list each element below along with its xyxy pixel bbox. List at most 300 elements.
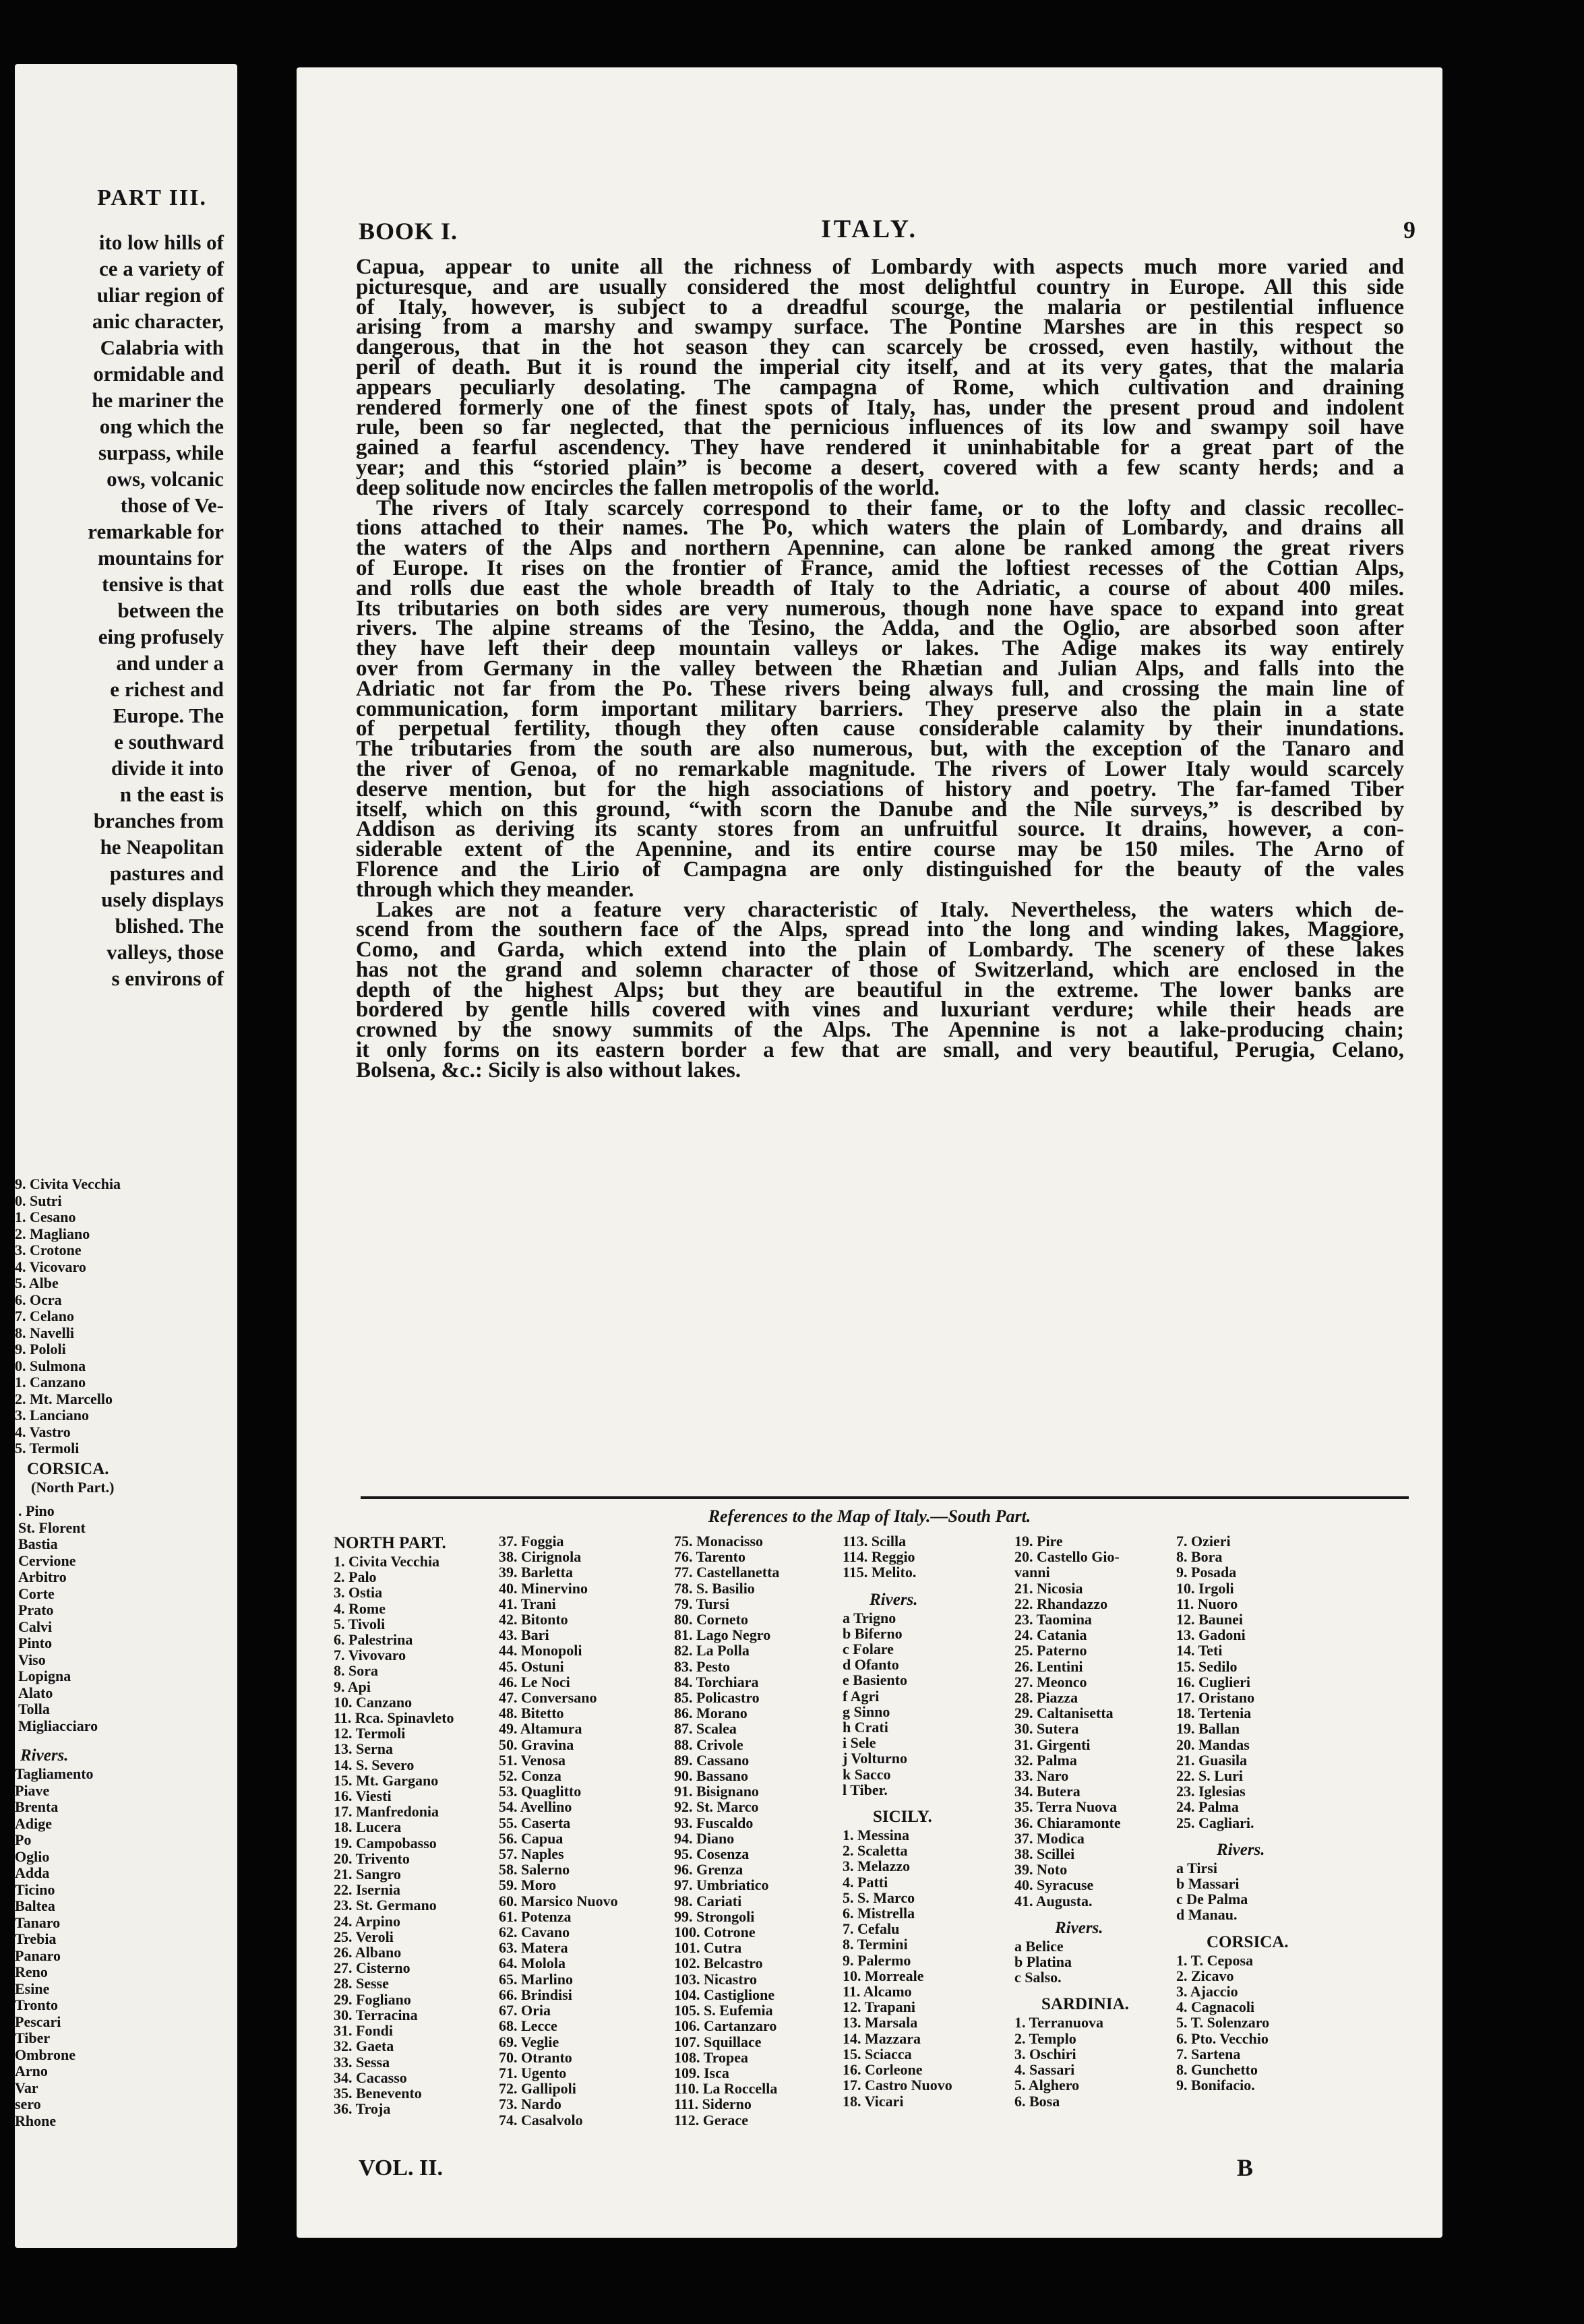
list-item: Tagliamento: [15, 1765, 94, 1782]
reference-item: 46. Le Noci: [499, 1673, 570, 1690]
reference-item: 107. Squillace: [674, 2033, 762, 2050]
references-column-5: [1014, 1533, 1129, 2109]
reference-item: 62. Cavano: [499, 1924, 570, 1941]
sicily-heading: SICILY.: [873, 1808, 932, 1827]
list-item: 3. Crotone: [15, 1242, 82, 1258]
list-item: Tanaro: [15, 1914, 61, 1931]
text-line: pastures and: [109, 861, 224, 885]
reference-item: 12. Termoli: [334, 1725, 406, 1742]
text-line: scend from the southern face of the Alps, spread into the long and winding lakes, Maggiore,: [356, 917, 1404, 942]
reference-item: 8. Sora: [334, 1662, 378, 1680]
reference-item: 21. Guasila: [1176, 1751, 1248, 1769]
reference-item: 6. Palestrina: [334, 1631, 413, 1649]
list-item: 7. Celano: [15, 1308, 74, 1324]
reference-item: 17. Castro Nuovo: [843, 2077, 952, 2094]
reference-item: 33. Naro: [1014, 1767, 1069, 1785]
reference-item: 7. Vivovaro: [334, 1647, 406, 1664]
list-item: Tiber: [15, 2029, 51, 2046]
list-item: Arno: [15, 2062, 48, 2079]
reference-item: 34. Butera: [1014, 1783, 1080, 1800]
reference-item: 7. Cefalu: [843, 1920, 900, 1938]
list-item: . Pino: [18, 1502, 55, 1519]
section-divider: [361, 1496, 1409, 1499]
reference-item: 13. Marsala: [843, 2014, 918, 2031]
reference-item: 7. Ozieri: [1176, 1533, 1231, 1550]
text-line: tensive is that: [102, 572, 224, 596]
reference-item: 96. Grenza: [674, 1861, 743, 1878]
reference-item: 38. Cirignola: [499, 1548, 582, 1566]
list-item: Esine: [15, 1980, 50, 1997]
text-line: arising from a marshy and swampy surface. The Pontine Marshes are in this respect so: [356, 315, 1404, 340]
reference-item: 76. Tarento: [674, 1548, 745, 1566]
reference-item: 113. Scilla: [843, 1533, 907, 1550]
reference-item: 17. Manfredonia: [334, 1803, 439, 1821]
text-line: divide it into: [111, 756, 224, 780]
book-header: BOOK I.: [359, 218, 458, 245]
volume-signature: VOL. II.: [359, 2155, 443, 2180]
reference-item: f Agri: [843, 1687, 880, 1705]
reference-item: vanni: [1014, 1564, 1050, 1581]
reference-item: 5. T. Solenzaro: [1176, 2014, 1270, 2031]
list-item: Pescari: [15, 2013, 61, 2030]
reference-item: 109. Isca: [674, 2064, 729, 2081]
reference-item: 71. Ugento: [499, 2064, 567, 2081]
reference-item: a Tirsi: [1176, 1859, 1217, 1876]
reference-item: 73. Nardo: [499, 2096, 561, 2113]
reference-item: 22. Rhandazzo: [1014, 1595, 1108, 1612]
reference-item: 58. Salerno: [499, 1861, 570, 1878]
reference-item: 1. Messina: [843, 1827, 909, 1844]
reference-item: 27. Meonco: [1014, 1673, 1087, 1690]
reference-item: 55. Caserta: [499, 1814, 571, 1831]
reference-item: 50. Gravina: [499, 1736, 574, 1753]
reference-item: 51. Venosa: [499, 1751, 566, 1769]
reference-item: 69. Veglie: [499, 2033, 559, 2050]
list-item: 0. Sutri: [15, 1192, 62, 1209]
reference-item: d Ofanto: [843, 1656, 899, 1674]
reference-item: 52. Conza: [499, 1767, 561, 1785]
reference-item: 4. Rome: [334, 1599, 386, 1617]
reference-item: 39. Noto: [1014, 1861, 1068, 1878]
text-line: depth of the highest Alps; but they are beautiful in the extreme. The lower banks are: [356, 977, 1404, 1002]
list-item: Po: [15, 1831, 32, 1848]
reference-item: 102. Belcastro: [674, 1955, 763, 1972]
reference-item: i Sele: [843, 1734, 876, 1752]
text-line: usely displays: [101, 888, 224, 911]
reference-item: 11. Rca. Spinavleto: [334, 1709, 454, 1727]
text-line: Florence and the Lirio of Campagna are only distinguished for the beauty of the vales: [356, 857, 1404, 882]
text-line: of Europe. It rises on the frontier of France, amid the loftiest recesses of the Cottian Alps,: [356, 555, 1404, 580]
text-line: peril of death. But it is round the imperial city itself, and at its very gates, that the malaria: [356, 355, 1404, 379]
left-page-reference-list: [15, 1176, 237, 1457]
text-line: Addison as deriving its scanty stores from an unfruitful source. It drains, however, a con-: [356, 817, 1404, 842]
reference-item: 18. Lucera: [334, 1818, 402, 1836]
text-line: surpass, while: [98, 441, 224, 464]
list-item: Tronto: [15, 1996, 58, 2013]
reference-item: 9. Api: [334, 1678, 371, 1695]
reference-item: 18. Vicari: [843, 2092, 904, 2110]
reference-item: 90. Bassano: [674, 1767, 749, 1785]
list-item: 1. Canzano: [15, 1374, 86, 1390]
printer-signature: B: [1237, 2154, 1254, 2181]
reference-item: 30. Terracina: [334, 2006, 418, 2023]
text-line: the waters of the Alps and northern Apennine, can alone be ranked among the great rivers: [356, 536, 1404, 561]
list-item: Ticino: [15, 1880, 55, 1898]
reference-item: 87. Scalea: [674, 1720, 737, 1738]
reference-item: c Folare: [843, 1641, 894, 1658]
reference-item: 8. Bora: [1176, 1548, 1223, 1566]
text-line: ows, volcanic: [106, 467, 224, 491]
reference-item: 11. Nuoro: [1176, 1595, 1238, 1612]
reference-item: 97. Umbriatico: [674, 1876, 769, 1894]
reference-item: 16. Viesti: [334, 1787, 392, 1805]
reference-item: 36. Troja: [334, 2100, 391, 2118]
list-item: 9. Civita Vecchia: [15, 1175, 121, 1192]
reference-item: b Platina: [1014, 1953, 1072, 1971]
list-item: Adda: [15, 1864, 50, 1881]
body-text: [356, 257, 1404, 1081]
text-line: the river of Genoa, of no remarkable magnitude. The rivers of Lower Italy would scarcely: [356, 756, 1404, 781]
reference-item: 60. Marsico Nuovo: [499, 1892, 618, 1909]
reference-item: 2. Templo: [1014, 2029, 1076, 2047]
reference-item: 19. Campobasso: [334, 1834, 437, 1852]
reference-item: 105. S. Eufemia: [674, 2002, 773, 2019]
reference-item: 63. Matera: [499, 1939, 568, 1957]
text-line: crowned by the snowy summits of the Alps. The Apennine is not a lake-producing chain;: [356, 1018, 1404, 1043]
reference-item: 4. Patti: [843, 1873, 888, 1891]
left-page-text: [15, 229, 224, 991]
reference-item: 56. Capua: [499, 1829, 563, 1847]
reference-item: 19. Ballan: [1176, 1720, 1240, 1738]
reference-item: 95. Cosenza: [674, 1845, 750, 1863]
list-item: Adige: [15, 1814, 52, 1832]
reference-item: 65. Marlino: [499, 1970, 573, 1988]
reference-item: 28. Piazza: [1014, 1689, 1078, 1707]
reference-item: 8. Gunchetto: [1176, 2061, 1258, 2079]
left-page-rivers-heading: Rivers.: [20, 1746, 69, 1765]
reference-item: 2. Palo: [334, 1568, 377, 1586]
reference-item: 91. Bisignano: [674, 1783, 759, 1800]
reference-item: 25. Paterno: [1014, 1642, 1087, 1659]
reference-item: 10. Morreale: [843, 1967, 924, 1984]
reference-item: 3. Ostia: [334, 1584, 383, 1601]
reference-item: 4. Sassari: [1014, 2061, 1075, 2079]
reference-item: 28. Sesse: [334, 1975, 389, 1992]
reference-item: 40. Minervino: [499, 1579, 588, 1597]
sardinia-heading: SARDINIA.: [1041, 1995, 1129, 2014]
reference-item: 20. Trivento: [334, 1849, 410, 1867]
text-line: between the: [117, 599, 224, 622]
reference-item: c De Palma: [1176, 1891, 1248, 1908]
list-item: Brenta: [15, 1798, 59, 1815]
list-item: Arbitro: [18, 1568, 67, 1585]
text-line: itself, which on this ground, “with scorn the Danube and the Nile surveys,” is described by: [356, 797, 1404, 822]
reference-item: 9. Bonifacio.: [1176, 2077, 1255, 2094]
reference-item: 6. Mistrella: [843, 1905, 915, 1922]
rivers-heading: Rivers.: [1055, 1918, 1103, 1937]
text-line: rivers. The alpine streams of the Tesino, the Adda, and the Oglio, are absorbed soon after: [356, 616, 1404, 641]
reference-item: 41. Augusta.: [1014, 1892, 1093, 1909]
reference-item: 13. Gadoni: [1176, 1626, 1246, 1644]
list-item: 2. Magliano: [15, 1225, 90, 1242]
reference-item: 81. Lago Negro: [674, 1626, 771, 1644]
reference-item: 68. Lecce: [499, 2017, 557, 2035]
text-line: he mariner the: [92, 388, 224, 412]
reference-item: 6. Bosa: [1014, 2092, 1060, 2110]
list-item: Viso: [18, 1651, 46, 1668]
reference-item: 3. Melazzo: [843, 1858, 911, 1875]
reference-item: 66. Brindisi: [499, 1986, 572, 2003]
list-item: Oglio: [15, 1847, 50, 1865]
reference-item: 23. St. Germano: [334, 1897, 437, 1914]
reference-item: b Biferno: [843, 1624, 903, 1642]
text-line: ito low hills of: [98, 231, 224, 254]
reference-item: 94. Diano: [674, 1829, 735, 1847]
text-line: bordered by gentle hills covered with vines and luxuriant verdure; while their heads are: [356, 998, 1404, 1022]
reference-item: 108. Tropea: [674, 2048, 749, 2066]
text-line: year; and this “storied plain” is become a desert, covered with a few scanty herds; and a: [356, 455, 1404, 480]
reference-item: 33. Sessa: [334, 2053, 390, 2071]
reference-item: 22. S. Luri: [1176, 1767, 1244, 1785]
reference-item: 98. Cariati: [674, 1892, 742, 1909]
reference-item: 26. Lentini: [1014, 1657, 1083, 1675]
reference-item: 14. Teti: [1176, 1642, 1223, 1659]
reference-item: 67. Oria: [499, 2002, 551, 2019]
text-line: of perpetual fertility, though they often cause considerable calamity by their inundations.: [356, 716, 1404, 741]
reference-item: 47. Conversano: [499, 1689, 597, 1707]
reference-item: 57. Naples: [499, 1845, 564, 1863]
reference-item: 82. La Polla: [674, 1642, 750, 1659]
list-item: 6. Ocra: [15, 1291, 62, 1308]
reference-item: 37. Modica: [1014, 1829, 1085, 1847]
reference-item: g Sinno: [843, 1703, 890, 1720]
list-item: Alato: [18, 1684, 53, 1701]
reference-item: 111. Siderno: [674, 2096, 752, 2113]
reference-item: 78. S. Basilio: [674, 1579, 755, 1597]
reference-item: 70. Otranto: [499, 2048, 572, 2066]
reference-item: 45. Ostuni: [499, 1657, 564, 1675]
reference-item: 29. Fogliano: [334, 1990, 411, 2008]
list-item: 4. Vastro: [15, 1423, 71, 1440]
reference-item: e Basiento: [843, 1672, 907, 1689]
list-item: Var: [15, 2079, 38, 2096]
list-item: Bastia: [18, 1535, 58, 1552]
text-line: Adriatic not far from the Po. These rivers being always full, and crossing the main line of: [356, 676, 1404, 701]
reference-item: 12. Trapani: [843, 1998, 915, 2016]
list-item: Corte: [18, 1585, 55, 1602]
reference-item: 21. Sangro: [334, 1866, 401, 1883]
text-line: e richest and: [110, 677, 224, 701]
reference-item: 27. Cisterno: [334, 1959, 410, 1977]
reference-item: 1. Civita Vecchia: [334, 1553, 440, 1570]
north-part-heading: NORTH PART.: [334, 1534, 446, 1552]
text-line: deep solitude now encircles the fallen metropolis of the world.: [356, 475, 940, 500]
reference-item: a Trigno: [843, 1609, 896, 1626]
reference-item: 83. Pesto: [674, 1657, 731, 1675]
reference-item: 92. St. Marco: [674, 1798, 759, 1816]
reference-item: 4. Cagnacoli: [1176, 1998, 1255, 2016]
reference-item: 5. S. Marco: [843, 1889, 915, 1906]
reference-item: 16. Cuglieri: [1176, 1673, 1250, 1690]
list-item: 0. Sulmona: [15, 1357, 86, 1374]
text-line: mountains for: [98, 546, 224, 570]
list-item: Lopigna: [18, 1668, 71, 1684]
text-line: uliar region of: [96, 283, 224, 307]
reference-item: 85. Policastro: [674, 1689, 760, 1707]
reference-item: 77. Castellanetta: [674, 1564, 780, 1581]
text-line: and rolls due east the whole breadth of Italy to the Adriatic, a course of about 400 miles.: [356, 576, 1404, 601]
text-line: remarkable for: [88, 520, 224, 543]
list-item: Reno: [15, 1963, 48, 1980]
reference-item: 84. Torchiara: [674, 1673, 759, 1690]
text-line: s environs of: [111, 967, 224, 990]
text-line: those of Ve-: [120, 493, 224, 517]
text-line: through which they meander.: [356, 877, 634, 902]
reference-item: 93. Fuscaldo: [674, 1814, 754, 1831]
list-item: 8. Navelli: [15, 1324, 74, 1341]
reference-item: j Volturno: [843, 1750, 907, 1767]
text-line: of Italy, however, is subject to a dreadful scourge, the malaria or pestilential influence: [356, 295, 1404, 319]
reference-item: 10. Canzano: [334, 1693, 413, 1711]
reference-item: 3. Ajaccio: [1176, 1983, 1238, 2000]
list-item: 5. Termoli: [15, 1440, 80, 1457]
reference-item: 16. Corleone: [843, 2061, 923, 2079]
list-item: Prato: [18, 1601, 54, 1618]
reference-item: 74. Casalvolo: [499, 2111, 583, 2129]
list-item: Rhone: [15, 2112, 57, 2129]
references-column-4: [843, 1533, 952, 2109]
reference-item: b Massari: [1176, 1875, 1240, 1893]
reference-item: 112. Gerace: [674, 2111, 748, 2129]
reference-item: 19. Pire: [1014, 1533, 1063, 1550]
reference-item: 14. Mazzara: [843, 2029, 921, 2047]
reference-item: 13. Serna: [334, 1740, 393, 1758]
reference-item: 35. Benevento: [334, 2084, 422, 2102]
text-line: dangerous, that in the hot season they can scarcely be crossed, even hastily, without the: [356, 335, 1404, 360]
reference-item: 101. Cutra: [674, 1939, 742, 1957]
reference-item: a Belice: [1014, 1937, 1064, 1955]
reference-item: 64. Molola: [499, 1955, 566, 1972]
reference-item: 26. Albano: [334, 1944, 402, 1961]
reference-item: h Crati: [843, 1719, 888, 1736]
text-line: deserve mention, but for the high associations of history and poetry. The far-famed Tiber: [356, 776, 1404, 801]
list-item: Ombrone: [15, 2046, 76, 2063]
reference-item: 25. Cagliari.: [1176, 1814, 1254, 1831]
text-line: he Neapolitan: [100, 835, 224, 859]
text-line: appears peculiarly desolating. The campagna of Rome, which cultivation and draining: [356, 375, 1404, 400]
rivers-heading: Rivers.: [1217, 1840, 1265, 1859]
reference-item: 59. Moro: [499, 1876, 557, 1894]
reference-item: 22. Isernia: [334, 1881, 400, 1899]
left-page-fragment: [15, 64, 237, 2248]
left-page-rivers-list: [15, 1766, 94, 2129]
reference-item: k Sacco: [843, 1765, 891, 1783]
reference-item: 18. Tertenia: [1176, 1705, 1252, 1722]
reference-item: 23. Iglesias: [1176, 1783, 1246, 1800]
reference-item: 39. Barletta: [499, 1564, 573, 1581]
text-line: Lakes are not a feature very characteristic of Italy. Nevertheless, the waters which de-: [376, 897, 1404, 922]
reference-item: 24. Arpino: [334, 1912, 401, 1930]
reference-item: 54. Avellino: [499, 1798, 572, 1816]
reference-item: 21. Nicosia: [1014, 1579, 1083, 1597]
reference-item: 79. Tursi: [674, 1595, 729, 1612]
text-line: Europe. The: [113, 704, 224, 727]
reference-item: 9. Posada: [1176, 1564, 1237, 1581]
text-line: Capua, appear to unite all the richness of Lombardy with aspects much more varied and: [356, 255, 1404, 279]
list-item: Trebia: [15, 1930, 57, 1947]
text-line: Calabria with: [100, 336, 224, 359]
text-line: rendered formerly one of the finest spots of Italy, has, under the present proud and indolent: [356, 395, 1404, 420]
reference-item: 110. La Roccella: [674, 2080, 778, 2098]
reference-item: 89. Cassano: [674, 1751, 750, 1769]
text-line: ce a variety of: [98, 257, 224, 280]
reference-item: 15. Sedilo: [1176, 1657, 1238, 1675]
reference-item: 34. Cacasso: [334, 2069, 407, 2086]
reference-item: 38. Scillei: [1014, 1845, 1075, 1863]
reference-item: 1. Terranuova: [1014, 2014, 1104, 2031]
reference-item: 32. Gaeta: [334, 2038, 394, 2055]
text-line: has not the grand and solemn character of those of Switzerland, which are enclosed in the: [356, 957, 1404, 982]
left-page-header: PART III.: [97, 185, 207, 210]
reference-item: 114. Reggio: [843, 1548, 915, 1566]
references-title: References to the Map of Italy.—South Part.: [708, 1506, 1031, 1526]
text-line: Bolsena, &c.: Sicily is also without lakes.: [356, 1058, 741, 1082]
list-item: Calvi: [18, 1618, 53, 1635]
reference-item: 24. Catania: [1014, 1626, 1087, 1644]
text-line: The tributaries from the south are also numerous, but, with the exception of the Tanaro and: [356, 737, 1404, 762]
reference-item: 37. Foggia: [499, 1533, 564, 1550]
reference-item: 61. Potenza: [499, 1907, 572, 1925]
reference-item: 17. Oristano: [1176, 1689, 1255, 1707]
text-line: and under a: [116, 651, 224, 675]
reference-item: 23. Taomina: [1014, 1611, 1092, 1628]
list-item: Piave: [15, 1781, 50, 1799]
text-line: picturesque, and are usually considered the most delightful country in Europe. All this side: [356, 274, 1404, 299]
list-item: 9. Pololi: [15, 1341, 66, 1357]
text-line: siderable extent of the Apennine, and its entire course may be 150 miles. The Arno of: [356, 837, 1404, 862]
reference-item: 72. Gallipoli: [499, 2080, 576, 2098]
reference-item: 24. Palma: [1176, 1798, 1239, 1816]
reference-item: 31. Girgenti: [1014, 1736, 1091, 1753]
reference-item: 2. Zicavo: [1176, 1967, 1234, 1984]
corsica-heading: CORSICA.: [1207, 1932, 1289, 1951]
left-page-corsica-heading: CORSICA. (North Part.): [27, 1460, 115, 1496]
references-column-6: [1176, 1533, 1289, 2093]
reference-item: 20. Castello Gio-: [1014, 1548, 1120, 1566]
reference-item: 35. Terra Nuova: [1014, 1798, 1118, 1816]
text-line: blished. The: [115, 914, 224, 938]
text-line: over from Germany in the valley between the Rhætian and Julian Alps, and falls into the: [356, 656, 1404, 681]
reference-item: d Manau.: [1176, 1906, 1238, 1924]
reference-item: 36. Chiaramonte: [1014, 1814, 1121, 1831]
reference-item: 20. Mandas: [1176, 1736, 1250, 1753]
references-column-2: [499, 1533, 618, 2128]
list-item: Migliacciaro: [18, 1717, 98, 1734]
reference-item: 42. Bitonto: [499, 1611, 568, 1628]
reference-item: 99. Strongoli: [674, 1907, 755, 1925]
reference-item: 48. Bitetto: [499, 1705, 564, 1722]
text-line: tions attached to their names. The Po, which waters the plain of Lombardy, and drains all: [356, 516, 1404, 541]
text-line: it only forms on its eastern border a few that are small, and very beautiful, Perugia, Celano,: [356, 1038, 1404, 1063]
reference-item: 88. Crivole: [674, 1736, 743, 1753]
reference-item: 53. Quaglitto: [499, 1783, 582, 1800]
reference-item: 86. Morano: [674, 1705, 748, 1722]
reference-item: 29. Caltanisetta: [1014, 1705, 1114, 1722]
text-line: they have left their deep mountain valleys or lakes. The Adige makes its way entirely: [356, 636, 1404, 661]
left-page-corsica-list: [18, 1503, 98, 1734]
reference-item: 14. S. Severo: [334, 1756, 415, 1773]
reference-item: l Tiber.: [843, 1781, 888, 1798]
